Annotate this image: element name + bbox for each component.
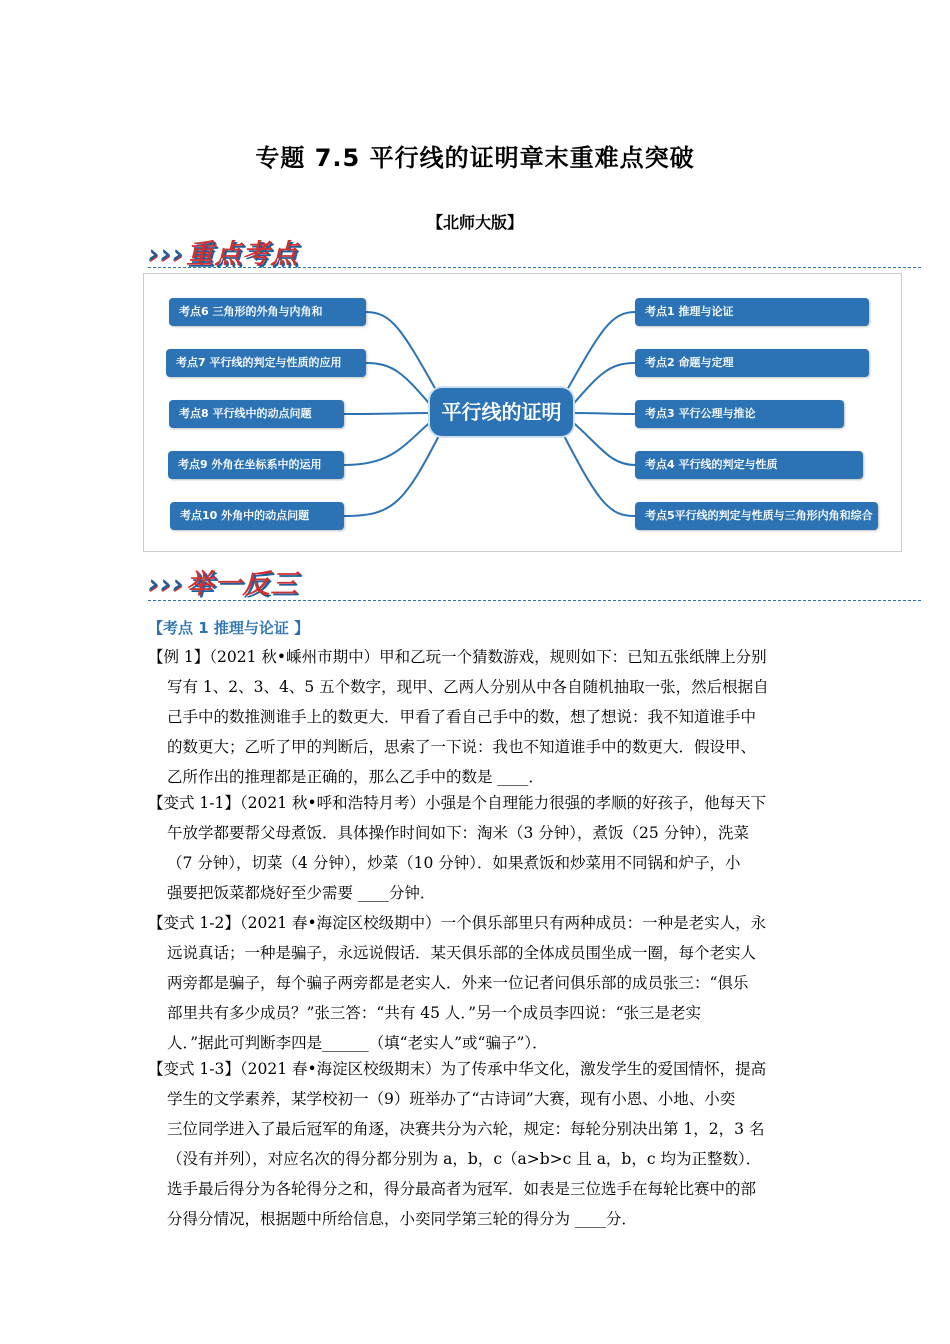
connector-right-1 xyxy=(559,312,635,404)
problem-line: 部里共有多少成员？”张三答：“共有 45 人．”另一个成员李四说：“张三是老实 xyxy=(167,1004,702,1022)
problem-line: 两旁都是骗子，每个骗子两旁都是老实人．外来一位记者问俱乐部的成员张三：“俱乐 xyxy=(167,974,749,992)
banner-arrows-icon: ››› xyxy=(148,569,185,600)
problem-line: 人．”据此可判断李四是______（填“老实人”或“骗子”）． xyxy=(167,1034,548,1052)
connector-left-1 xyxy=(366,312,444,404)
mind-map xyxy=(143,273,902,552)
key-points-banner-text: 重点考点 xyxy=(186,239,299,270)
node-topic-8: 考点8 平行线中的动点问题 xyxy=(169,400,344,428)
node-topic-7: 考点7 平行线的判定与性质的应用 xyxy=(166,349,366,377)
node-topic-6: 考点6 三角形的外角与内角和 xyxy=(169,298,366,326)
page-title: 专题 7.5 平行线的证明章末重难点突破 xyxy=(255,144,695,172)
problem-line: 选手最后得分为各轮得分之和，得分最高者为冠军．如表是三位选手在每轮比赛中的部 xyxy=(167,1180,757,1198)
problem-line: 分得分情况，根据题中所给信息，小奕同学第三轮的得分为 ____分． xyxy=(167,1210,637,1228)
problem-line: 三位同学进入了最后冠军的角逐，决赛共分为六轮，规定：每轮分别决出第 1，2，3 名 xyxy=(167,1120,765,1138)
problem-line: 强要把饭菜都烧好至少需要 ____分钟． xyxy=(167,884,436,902)
connector-left-3 xyxy=(344,413,430,414)
problem-line: 午放学都要帮父母煮饭．具体操作时间如下：淘米（3 分钟），煮饭（25 分钟），洗菜 xyxy=(167,824,749,842)
node-topic-1: 考点1 推理与论证 xyxy=(635,298,869,326)
connector-left-5 xyxy=(344,426,444,516)
connector-left-4 xyxy=(344,419,434,465)
key-points-banner xyxy=(148,232,298,271)
connector-right-4 xyxy=(569,419,635,465)
edition-label: 【北师大版】 xyxy=(426,213,523,232)
problem-tag: 【例 1】 xyxy=(148,648,210,666)
examples-banner-text: 举一反三 xyxy=(186,569,299,600)
problem-line: 写有 1、2、3、4、5 五个数字，现甲、乙两人分别从中各自随机抽取一张，然后根据自 xyxy=(167,678,769,696)
problem-line: 乙所作出的推理都是正确的，那么乙手中的数是 ____． xyxy=(167,768,544,786)
section-divider xyxy=(148,600,921,601)
mind-map-center: 平行线的证明 xyxy=(430,388,573,436)
problem-line: 己手中的数推测谁手上的数更大．甲看了看自己手中的数，想了想说：我不知道谁手中 xyxy=(167,708,757,726)
section-heading: 【考点 1 推理与论证 】 xyxy=(148,619,310,637)
node-topic-10: 考点10 外角中的动点问题 xyxy=(170,502,344,530)
connector-right-5 xyxy=(559,426,635,516)
problem-line: （没有并列），对应名次的得分都分别为 a，b，c（a>b>c 且 a，b，c 均为正整数）． xyxy=(167,1150,762,1168)
node-topic-9: 考点9 外角在坐标系中的运用 xyxy=(168,451,344,479)
problem-variant-1-2 xyxy=(148,908,808,1058)
problem-tag: 【变式 1-3】 xyxy=(148,1060,240,1078)
problem-tag: 【变式 1-1】 xyxy=(148,794,240,812)
banner-arrows-icon: ››› xyxy=(148,239,185,270)
examples-banner xyxy=(148,562,298,601)
problem-line: 的数更大；乙听了甲的判断后，思索了一下说：我也不知道谁手中的数更大．假设甲、 xyxy=(167,738,757,756)
node-topic-3: 考点3 平行公理与推论 xyxy=(635,400,844,428)
problem-line: 【变式 1-2】（2021 春•海淀区校级期中）一个俱乐部里只有两种成员：一种是老实人，永 xyxy=(148,914,767,932)
problem-tag: 【变式 1-2】 xyxy=(148,914,240,932)
problem-line: 【变式 1-3】（2021 春•海淀区校级期末）为了传承中华文化，激发学生的爱国情怀，提高 xyxy=(148,1060,767,1078)
problem-example-1 xyxy=(148,642,808,792)
problem-line: 【例 1】（2021 秋•嵊州市期中）甲和乙玩一个猜数游戏，规则如下：已知五张纸牌上分别 xyxy=(148,648,767,666)
problem-line: （7 分钟），切菜（4 分钟），炒菜（10 分钟）．如果煮饭和炒菜用不同锅和炉子，小 xyxy=(167,854,741,872)
problem-line: 【变式 1-1】（2021 秋•呼和浩特月考）小强是个自理能力很强的孝顺的好孩子，他每天下 xyxy=(148,794,767,812)
section-divider xyxy=(148,267,921,268)
node-topic-2: 考点2 命题与定理 xyxy=(635,349,869,377)
node-topic-4: 考点4 平行线的判定与性质 xyxy=(635,451,863,479)
node-topic-5: 考点5平行线的判定与性质与三角形内角和综合 xyxy=(635,502,878,530)
problem-variant-1-1 xyxy=(148,788,808,908)
connector-right-3 xyxy=(573,413,635,414)
problem-variant-1-3 xyxy=(148,1054,808,1234)
problem-line: 学生的文学素养，某学校初一（9）班举办了“古诗词”大赛，现有小恩、小地、小奕 xyxy=(167,1090,736,1108)
problem-line: 远说真话；一种是骗子，永远说假话．某天俱乐部的全体成员围坐成一圈，每个老实人 xyxy=(167,944,757,962)
